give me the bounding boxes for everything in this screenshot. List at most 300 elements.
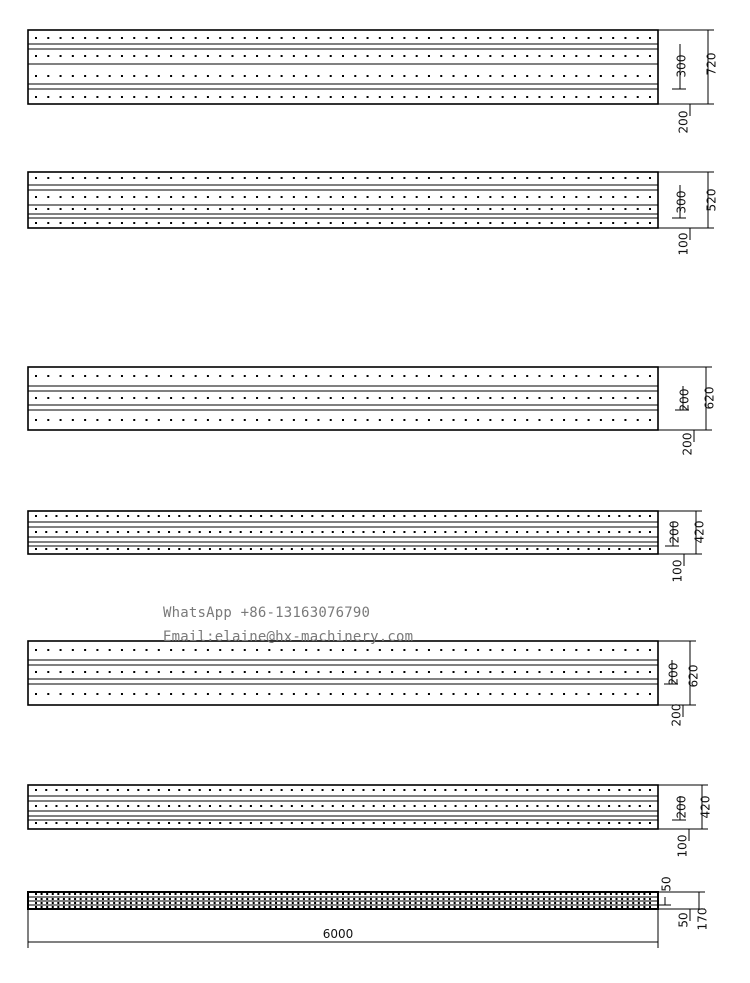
perforation-hole — [231, 222, 233, 224]
perforation-hole — [158, 515, 160, 517]
perforation-hole — [133, 75, 135, 77]
perforation-hole — [158, 375, 160, 377]
perforation-hole — [599, 893, 601, 895]
panel-6 — [28, 785, 713, 857]
perforation-hole — [354, 208, 356, 210]
perforation-hole — [649, 805, 651, 807]
perforation-hole — [195, 693, 197, 695]
perforation-hole — [353, 893, 355, 895]
perforation-hole — [117, 548, 119, 550]
perforation-hole — [86, 789, 88, 791]
perforation-hole — [565, 893, 567, 895]
perforation-hole — [293, 75, 295, 77]
perforation-hole — [465, 96, 467, 98]
perforation-hole — [113, 898, 115, 900]
perforation-hole — [219, 822, 221, 824]
perforation-hole — [403, 906, 405, 908]
perforation-hole — [47, 671, 49, 673]
perforation-hole — [331, 893, 333, 895]
perforation-hole — [470, 902, 472, 904]
perforation-hole — [624, 693, 626, 695]
perforation-hole — [229, 515, 231, 517]
perforation-hole — [416, 208, 418, 210]
perforation-hole — [158, 419, 160, 421]
perforation-hole — [543, 902, 545, 904]
perforation-hole — [281, 515, 283, 517]
perforation-hole — [121, 222, 123, 224]
perforation-hole — [76, 515, 78, 517]
perforation-hole — [60, 222, 62, 224]
perforation-hole — [35, 822, 37, 824]
perforation-hole — [96, 531, 98, 533]
perforation-hole — [618, 789, 620, 791]
perforation-hole — [637, 37, 639, 39]
perforation-hole — [244, 96, 246, 98]
perforation-hole — [158, 789, 160, 791]
perforation-hole — [437, 898, 439, 900]
perforation-hole — [649, 208, 651, 210]
perforation-hole — [270, 789, 272, 791]
perforation-hole — [637, 55, 639, 57]
perforation-hole — [121, 55, 123, 57]
perforation-hole — [477, 96, 479, 98]
perforation-hole — [225, 902, 227, 904]
perforation-hole — [348, 902, 350, 904]
perforation-hole — [158, 805, 160, 807]
perforation-hole — [231, 37, 233, 39]
perforation-hole — [416, 397, 418, 399]
perforation-hole — [477, 375, 479, 377]
perforation-hole — [608, 548, 610, 550]
perforation-hole — [127, 548, 129, 550]
perforation-hole — [68, 902, 70, 904]
perforation-hole — [563, 693, 565, 695]
dim-total-height: 420 — [692, 520, 707, 544]
perforation-hole — [403, 531, 405, 533]
perforation-hole — [109, 671, 111, 673]
perforation-hole — [514, 177, 516, 179]
perforation-hole — [209, 515, 211, 517]
perforation-hole — [236, 898, 238, 900]
perforation-hole — [506, 805, 508, 807]
perforation-hole — [367, 37, 369, 39]
perforation-hole — [354, 177, 356, 179]
perforation-hole — [526, 902, 528, 904]
perforation-hole — [209, 531, 211, 533]
perforation-hole — [608, 789, 610, 791]
perforation-hole — [121, 419, 123, 421]
perforation-hole — [293, 397, 295, 399]
perforation-hole — [624, 37, 626, 39]
perforation-hole — [420, 898, 422, 900]
perforation-hole — [514, 222, 516, 224]
perforation-hole — [291, 515, 293, 517]
perforation-hole — [236, 893, 238, 895]
perforation-hole — [96, 96, 98, 98]
perforation-hole — [526, 893, 528, 895]
perforation-hole — [637, 208, 639, 210]
perforation-hole — [66, 805, 68, 807]
perforation-hole — [109, 96, 111, 98]
perforation-hole — [46, 906, 48, 908]
perforation-hole — [514, 693, 516, 695]
perforation-hole — [301, 515, 303, 517]
perforation-hole — [391, 75, 393, 77]
perforation-hole — [219, 208, 221, 210]
perforation-hole — [84, 96, 86, 98]
perforation-hole — [178, 805, 180, 807]
dim-segment-height: 200 — [667, 520, 682, 544]
perforation-hole — [367, 55, 369, 57]
perforation-hole — [536, 805, 538, 807]
perforation-hole — [403, 208, 405, 210]
perforation-hole — [637, 96, 639, 98]
perforation-hole — [127, 515, 129, 517]
perforation-hole — [141, 906, 143, 908]
perforation-hole — [317, 75, 319, 77]
perforation-hole — [317, 177, 319, 179]
perforation-hole — [107, 548, 109, 550]
perforation-hole — [135, 902, 137, 904]
perforation-hole — [270, 805, 272, 807]
perforation-hole — [47, 55, 49, 57]
perforation-hole — [182, 37, 184, 39]
perforation-hole — [148, 789, 150, 791]
perforation-hole — [547, 531, 549, 533]
perforation-hole — [52, 893, 54, 895]
perforation-hole — [247, 898, 249, 900]
perforation-hole — [465, 196, 467, 198]
perforation-hole — [68, 906, 70, 908]
perforation-hole — [403, 822, 405, 824]
perforation-hole — [415, 893, 417, 895]
dim-segment-height: 200 — [666, 662, 681, 686]
perforation-hole — [526, 649, 528, 651]
perforation-hole — [639, 789, 641, 791]
perforation-hole — [195, 397, 197, 399]
perforation-hole — [281, 397, 283, 399]
perforation-hole — [195, 208, 197, 210]
perforation-hole — [547, 805, 549, 807]
perforation-hole — [270, 515, 272, 517]
perforation-hole — [398, 902, 400, 904]
perforation-hole — [268, 671, 270, 673]
perforation-hole — [444, 515, 446, 517]
perforation-hole — [379, 649, 381, 651]
perforation-hole — [563, 375, 565, 377]
perforation-hole — [649, 902, 651, 904]
panel-4 — [28, 511, 707, 582]
perforation-hole — [244, 196, 246, 198]
perforation-hole — [230, 902, 232, 904]
perforation-hole — [60, 693, 62, 695]
perforation-hole — [475, 822, 477, 824]
perforation-hole — [526, 671, 528, 673]
perforation-hole — [428, 375, 430, 377]
perforation-hole — [604, 906, 606, 908]
perforation-hole — [582, 902, 584, 904]
perforation-hole — [459, 898, 461, 900]
perforation-hole — [244, 75, 246, 77]
dim-segment-height: 300 — [674, 190, 689, 214]
perforation-hole — [186, 898, 188, 900]
perforation-hole — [465, 902, 467, 904]
perforation-hole — [317, 375, 319, 377]
perforation-hole — [191, 906, 193, 908]
perforation-hole — [453, 649, 455, 651]
perforation-hole — [610, 893, 612, 895]
perforation-hole — [551, 649, 553, 651]
perforation-hole — [189, 789, 191, 791]
perforation-hole — [60, 177, 62, 179]
perforation-hole — [242, 906, 244, 908]
perforation-hole — [146, 419, 148, 421]
perforation-hole — [487, 893, 489, 895]
perforation-hole — [35, 893, 37, 895]
perforation-hole — [35, 805, 37, 807]
perforation-hole — [624, 96, 626, 98]
perforation-hole — [330, 196, 332, 198]
perforation-hole — [502, 96, 504, 98]
perforation-hole — [375, 898, 377, 900]
perforation-hole — [35, 397, 37, 399]
perforation-hole — [47, 37, 49, 39]
perforation-hole — [57, 893, 59, 895]
perforation-hole — [244, 55, 246, 57]
dim-bottom-offset: 50 — [676, 912, 691, 928]
perforation-hole — [624, 671, 626, 673]
perforation-hole — [477, 37, 479, 39]
perforation-hole — [502, 397, 504, 399]
perforation-hole — [219, 37, 221, 39]
perforation-hole — [113, 902, 115, 904]
perforation-hole — [434, 789, 436, 791]
perforation-hole — [195, 649, 197, 651]
perforation-hole — [551, 196, 553, 198]
perforation-hole — [477, 196, 479, 198]
perforation-hole — [370, 893, 372, 895]
perforation-hole — [309, 906, 311, 908]
perforation-hole — [465, 419, 467, 421]
perforation-hole — [420, 906, 422, 908]
perforation-hole — [268, 222, 270, 224]
perforation-hole — [258, 893, 260, 895]
perforation-hole — [219, 375, 221, 377]
perforation-hole — [575, 222, 577, 224]
perforation-hole — [182, 419, 184, 421]
perforation-hole — [158, 177, 160, 179]
perforation-hole — [86, 515, 88, 517]
perforation-hole — [152, 898, 154, 900]
perforation-hole — [575, 177, 577, 179]
perforation-hole — [600, 671, 602, 673]
perforation-hole — [170, 96, 172, 98]
perforation-hole — [119, 906, 121, 908]
perforation-hole — [170, 37, 172, 39]
perforation-hole — [532, 902, 534, 904]
perforation-hole — [526, 789, 528, 791]
perforation-hole — [96, 37, 98, 39]
perforation-hole — [320, 906, 322, 908]
perforation-hole — [330, 693, 332, 695]
perforation-hole — [549, 902, 551, 904]
perforation-hole — [332, 789, 334, 791]
perforation-hole — [158, 531, 160, 533]
perforation-hole — [244, 208, 246, 210]
perforation-hole — [567, 515, 569, 517]
perforation-hole — [477, 208, 479, 210]
perforation-hole — [588, 397, 590, 399]
perforation-hole — [428, 75, 430, 77]
perforation-hole — [444, 531, 446, 533]
perforation-hole — [618, 548, 620, 550]
perforation-hole — [588, 55, 590, 57]
perforation-hole — [207, 671, 209, 673]
perforation-hole — [168, 789, 170, 791]
perforation-hole — [175, 906, 177, 908]
perforation-hole — [268, 208, 270, 210]
perforation-hole — [618, 822, 620, 824]
perforation-hole — [526, 906, 528, 908]
perforation-hole — [41, 893, 43, 895]
perforation-hole — [35, 906, 37, 908]
perforation-hole — [434, 515, 436, 517]
perforation-hole — [403, 177, 405, 179]
perforation-hole — [632, 906, 634, 908]
perforation-hole — [567, 531, 569, 533]
perforation-hole — [485, 822, 487, 824]
perforation-hole — [269, 893, 271, 895]
perforation-hole — [121, 693, 123, 695]
perforation-hole — [482, 906, 484, 908]
perforation-hole — [182, 693, 184, 695]
perforation-hole — [342, 906, 344, 908]
perforation-hole — [575, 208, 577, 210]
perforation-hole — [121, 37, 123, 39]
dim-total-height: 720 — [704, 52, 719, 76]
perforation-hole — [219, 419, 221, 421]
perforation-hole — [207, 693, 209, 695]
perforation-hole — [66, 531, 68, 533]
perforation-hole — [109, 649, 111, 651]
perforation-hole — [379, 55, 381, 57]
perforation-hole — [428, 55, 430, 57]
perforation-hole — [638, 898, 640, 900]
perforation-hole — [428, 222, 430, 224]
perforation-hole — [182, 75, 184, 77]
perforation-hole — [577, 805, 579, 807]
perforation-hole — [485, 805, 487, 807]
perforation-hole — [526, 375, 528, 377]
perforation-hole — [588, 419, 590, 421]
perforation-hole — [551, 37, 553, 39]
perforation-hole — [133, 649, 135, 651]
perforation-hole — [72, 208, 74, 210]
perforation-hole — [489, 196, 491, 198]
perforation-hole — [231, 419, 233, 421]
perforation-hole — [96, 177, 98, 179]
perforation-hole — [250, 515, 252, 517]
perforation-hole — [76, 531, 78, 533]
perforation-hole — [420, 902, 422, 904]
dim-bottom-offset: 100 — [676, 232, 691, 256]
perforation-hole — [538, 375, 540, 377]
perforation-hole — [236, 906, 238, 908]
perforation-hole — [563, 96, 565, 98]
perforation-hole — [526, 177, 528, 179]
perforation-hole — [610, 906, 612, 908]
perforation-hole — [600, 222, 602, 224]
perforation-hole — [381, 906, 383, 908]
perforation-hole — [551, 177, 553, 179]
perforation-hole — [526, 75, 528, 77]
perforation-hole — [84, 375, 86, 377]
perforation-hole — [309, 898, 311, 900]
perforation-hole — [409, 906, 411, 908]
perforation-hole — [311, 531, 313, 533]
perforation-hole — [72, 397, 74, 399]
perforation-hole — [560, 902, 562, 904]
perforation-hole — [325, 902, 327, 904]
perforation-hole — [616, 902, 618, 904]
perforation-hole — [113, 906, 115, 908]
perforation-hole — [231, 75, 233, 77]
perforation-hole — [133, 177, 135, 179]
perforation-hole — [588, 177, 590, 179]
perforation-hole — [130, 906, 132, 908]
perforation-hole — [260, 805, 262, 807]
perforation-hole — [286, 902, 288, 904]
perforation-hole — [219, 548, 221, 550]
perforation-hole — [124, 906, 126, 908]
perforation-hole — [455, 515, 457, 517]
perforation-hole — [47, 649, 49, 651]
perforation-hole — [147, 906, 149, 908]
perforation-hole — [35, 375, 37, 377]
perforation-hole — [514, 196, 516, 198]
perforation-hole — [342, 902, 344, 904]
perforation-hole — [359, 902, 361, 904]
perforation-hole — [391, 649, 393, 651]
perforation-hole — [256, 75, 258, 77]
perforation-hole — [158, 37, 160, 39]
perforation-hole — [207, 96, 209, 98]
perforation-hole — [317, 419, 319, 421]
perforation-hole — [342, 397, 344, 399]
perforation-hole — [426, 902, 428, 904]
perforation-hole — [63, 898, 65, 900]
perforation-hole — [219, 397, 221, 399]
perforation-hole — [195, 55, 197, 57]
perforation-hole — [124, 898, 126, 900]
perforation-hole — [269, 902, 271, 904]
perforation-hole — [330, 397, 332, 399]
perforation-hole — [616, 906, 618, 908]
perforation-hole — [35, 37, 37, 39]
perforation-hole — [291, 789, 293, 791]
perforation-hole — [575, 419, 577, 421]
perforation-hole — [538, 75, 540, 77]
perforation-hole — [403, 893, 405, 895]
perforation-hole — [557, 548, 559, 550]
perforation-hole — [256, 177, 258, 179]
perforation-hole — [317, 671, 319, 673]
perforation-hole — [354, 693, 356, 695]
perforation-hole — [470, 906, 472, 908]
perforation-hole — [175, 902, 177, 904]
perforation-hole — [604, 898, 606, 900]
perforation-hole — [107, 531, 109, 533]
